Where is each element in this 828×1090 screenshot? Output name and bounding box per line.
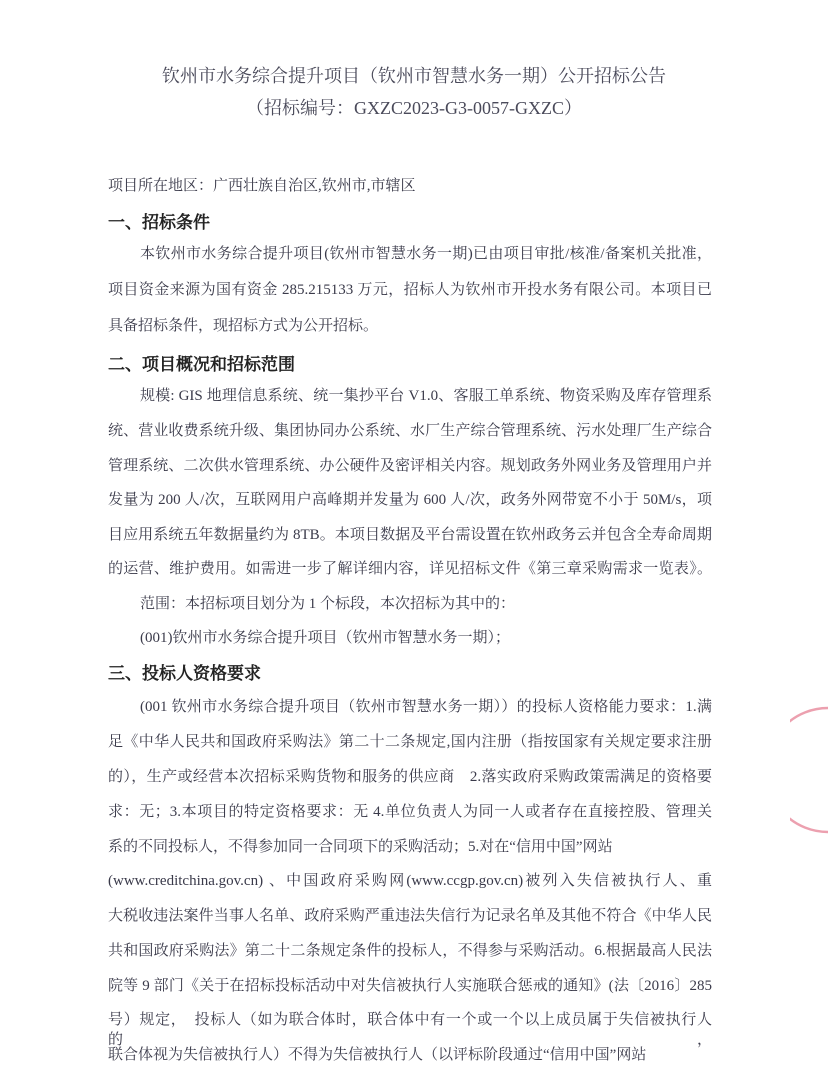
paragraph-line: 范围：本招标项目划分为 1 个标段，本次招标为其中的： [140, 596, 516, 612]
paragraph-line: 系的不同投标人，不得参加同一合同项下的采购活动；5.对在“信用中国”网站 [108, 839, 613, 855]
paragraph-line: 本钦州市水务综合提升项目(钦州市智慧水务一期)已由项目审批/核准/备案机关批准， [140, 246, 712, 262]
paragraph-line: 统、营业收费系统升级、集团协同办公系统、水厂生产综合管理系统、污水处理厂生产综合 [108, 423, 712, 439]
paragraph-line: 具备招标条件，现招标方式为公开招标。 [108, 318, 379, 334]
paragraph-line: 院等 9 部门《关于在招标投标活动中对失信被执行人实施联合惩戒的通知》(法〔2016〕285 [108, 978, 712, 994]
paragraph-line: 管理系统、二次供水管理系统、办公硬件及密评相关内容。规划政务外网业务及管理用户并 [108, 458, 712, 474]
paragraph-line: 共和国政府采购法》第二十二条规定条件的投标人，不得参与采购活动。6.根据最高人民法 [108, 943, 712, 959]
paragraph-line: 规模: GIS 地理信息系统、统一集抄平台 V1.0、客服工单系统、物资采购及库存管理系 [140, 388, 712, 404]
section-heading: 一、招标条件 [108, 213, 210, 233]
paragraph-line: 大税收违法案件当事人名单、政府采购严重违法失信行为记录名单及其他不符合《中华人民 [108, 908, 712, 924]
paragraph-line: (www.creditchina.gov.cn) 、中国政府采购网(www.ccgp.gov.cn)被列入失信被执行人、重 [108, 873, 712, 889]
paragraph-line: 发量为 200 人/次，互联网用户高峰期并发量为 600 人/次，政务外网带宽不小于 50M/s，项 [108, 492, 712, 508]
paragraph-line: 足《中华人民共和国政府采购法》第二十二条规定,国内注册（指按国家有关规定要求注册 [108, 734, 712, 750]
paragraph-line: (001)钦州市水务综合提升项目（钦州市智慧水务一期）； [140, 630, 510, 646]
paragraph-line: 目应用系统五年数据量约为 8TB。本项目数据及平台需设置在钦州政务云并包含全寿命周期 [108, 527, 712, 543]
tender-code: （招标编号：GXZC2023-G3-0057-GXZC） [246, 98, 582, 118]
red-stamp [790, 700, 828, 840]
document-title: 钦州市水务综合提升项目（钦州市智慧水务一期）公开招标公告 [162, 66, 666, 86]
paragraph-line: (001 钦州市水务综合提升项目（钦州市智慧水务一期））的投标人资格能力要求：1.满 [140, 699, 712, 715]
paragraph-line: 求：无；3.本项目的特定资格要求：无 4.单位负责人为同一人或者存在直接控股、管理关 [108, 804, 712, 820]
paragraph-line: 联合体视为失信被执行人）不得为失信被执行人（以评标阶段通过“信用中国”网站 [108, 1047, 647, 1063]
section-heading: 二、项目概况和招标范围 [108, 355, 295, 375]
section-heading: 三、投标人资格要求 [108, 664, 261, 684]
paragraph-line: 号）规定， 投标人（如为联合体时，联合体中有一个或一个以上成员属于失信被执行人的， [108, 1012, 712, 1048]
project-region: 项目所在地区：广西壮族自治区,钦州市,市辖区 [108, 178, 416, 194]
paragraph-line: 的运营、维护费用。如需进一步了解详细内容，详见招标文件《第三章采购需求一览表》。 [108, 561, 712, 577]
paragraph-line: 的），生产或经营本次招标采购货物和服务的供应商 2.落实政府采购政策需满足的资格要 [108, 769, 712, 785]
paragraph-line: 项目资金来源为国有资金 285.215133 万元，招标人为钦州市开投水务有限公司。本项目已 [108, 282, 712, 298]
